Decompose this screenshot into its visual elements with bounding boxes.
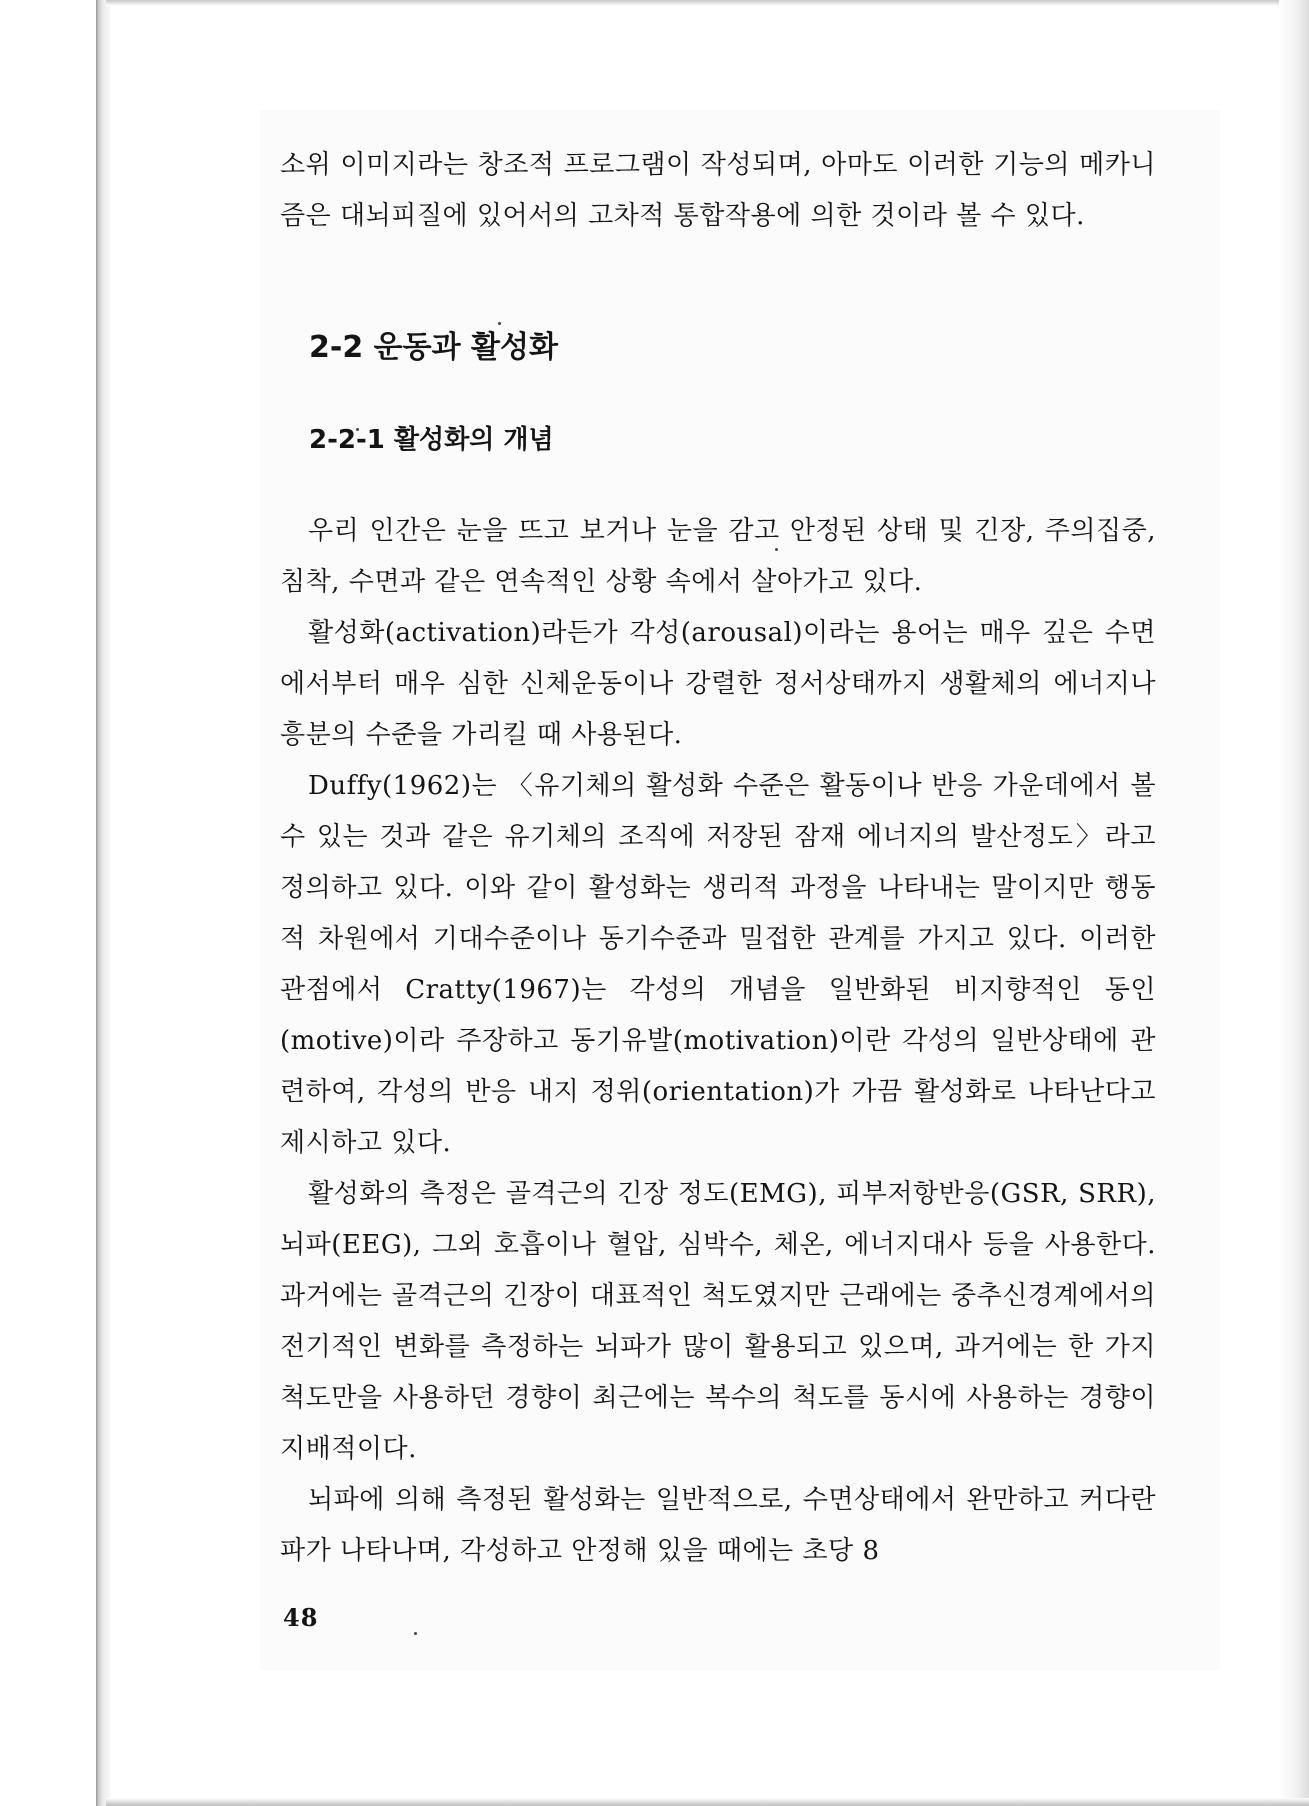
body-paragraph-1: 우리 인간은 눈을 뜨고 보거나 눈을 감고 안정된 상태 및 긴장, 주의집중, 침착, 수면과 같은 연속적인 상황 속에서 살아가고 있다. [280, 516, 1156, 597]
section-heading: 2-2 운동과 활성화 [309, 330, 558, 365]
body-paragraph-4: 활성화의 측정은 골격근의 긴장 정도(EMG), 피부저항반응(GSR, SRR), 뇌파(EEG), 그외 호흡이나 혈압, 심박수, 체온, 에너지대사 등을 사용한다. 과거에는 골격근의 긴장이 대표적인 척도였지만 근래에는 중추신경계에서의 전기적인 변화를 측정하는 뇌파가 많이 활용되고 있으며, 과거에는 한 가지 척도만을 사용하던 경향이 최근에는 복수의 척도를 동시에 사용하는 경향이 지배적이다. [280, 1179, 1156, 1464]
page-body [280, 140, 1156, 1577]
page-left-edge [96, 0, 110, 1806]
subsection-heading: 2-2-1 활성화의 개념 [309, 425, 554, 455]
body-paragraph-5: 뇌파에 의해 측정된 활성화는 일반적으로, 수면상태에서 완만하고 커다란 파가 나타나며, 각성하고 안정해 있을 때에는 초당 8 [280, 1485, 1156, 1566]
body-paragraph-3: Duffy(1962)는 〈유기체의 활성화 수준은 활동이나 반응 가운데에서 볼 수 있는 것과 같은 유기체의 조직에 저장된 잠재 에너지의 발산정도〉라고 정의하고 있다. 이와 같이 활성화는 생리적 과정을 나타내는 말이지만 행동적 차원에서 기대수준이나 동기수준과 밀접한 관계를 가지고 있다. 이러한 관점에서 Cratty(1967)는 각성의 개념을 일반화된 비지향적인 동인(motive)이라 주장하고 동기유발(motivation)이란 각성의 일반상태에 관련하여, 각성의 반응 내지 정위(orientation)가 가끔 활성화로 나타난다고 제시하고 있다. [280, 771, 1156, 1158]
scan-speck [414, 1632, 417, 1635]
page-number: 48 [283, 1603, 319, 1632]
intro-paragraph: 소위 이미지라는 창조적 프로그램이 작성되며, 아마도 이러한 기능의 메카니즘은 대뇌피질에 있어서의 고차적 통합작용에 의한 것이라 볼 수 있다. [280, 150, 1156, 231]
page-bottom-edge [106, 1798, 1309, 1806]
body-paragraph-2: 활성화(activation)라든가 각성(arousal)이라는 용어는 매우 깊은 수면에서부터 매우 심한 신체운동이나 강렬한 정서상태까지 생활체의 에너지나 흥분의 수준을 가리킬 때 사용된다. [280, 618, 1156, 750]
page-top-edge [106, 0, 1309, 6]
page-right-edge [1279, 0, 1309, 1806]
